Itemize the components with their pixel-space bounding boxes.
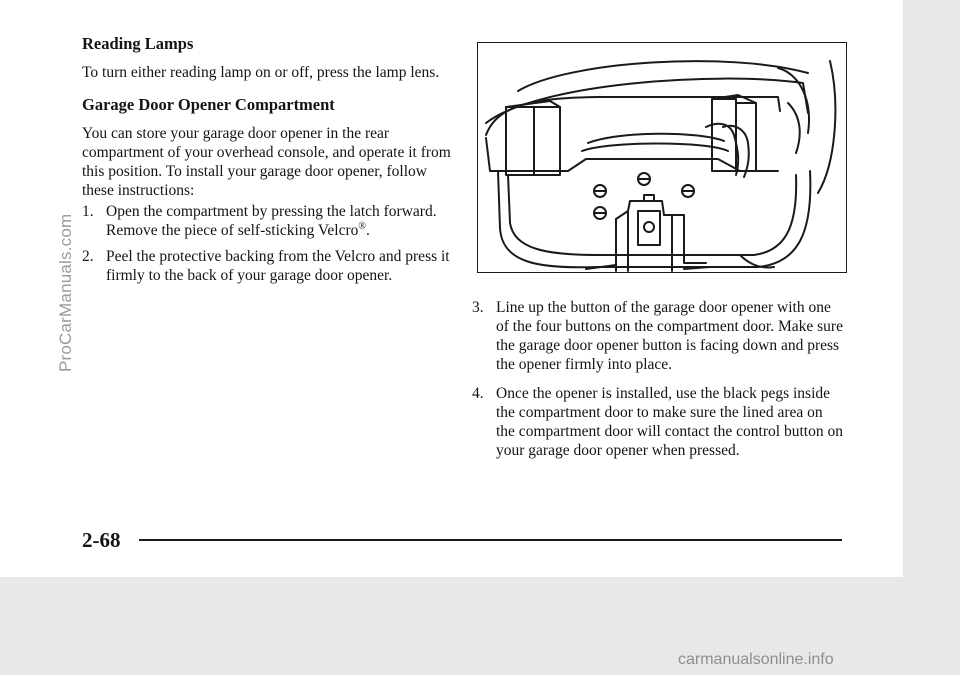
registered-mark: ®	[358, 220, 366, 232]
overhead-console-illustration	[477, 42, 847, 273]
instruction-step	[82, 247, 454, 285]
instruction-step	[472, 384, 844, 460]
right-column	[472, 296, 844, 470]
footer-rule	[139, 539, 842, 541]
step-number: 4.	[472, 385, 484, 402]
step-text: Open the compartment by pressing the latch forward. Remove the piece of self-sticking Velcro®.	[106, 203, 437, 239]
page-number: 2-68	[82, 528, 121, 552]
step-text: Line up the button of the garage door opener with one of the four buttons on the compartment door. Make sure the garage door opener button is facing down and press the opener firmly into place.	[496, 299, 843, 373]
console-drawing	[478, 43, 847, 273]
step-number: 2.	[82, 248, 94, 265]
step-text: Peel the protective backing from the Velcro and press it firmly to the back of your garage door opener.	[106, 248, 450, 284]
footer-watermark: carmanualsonline.info	[678, 651, 834, 668]
reading-lamps-heading: Reading Lamps	[82, 34, 194, 53]
reading-lamps-text: To turn either reading lamp on or off, press the lamp lens.	[82, 64, 440, 81]
instruction-step	[472, 298, 844, 374]
instruction-list-right	[472, 298, 844, 460]
step-number: 1.	[82, 203, 94, 220]
garage-door-intro: You can store your garage door opener in the rear compartment of your overhead console, and operate it from this position. To install your garage door opener, follow these instructions:	[82, 125, 451, 199]
step-number: 3.	[472, 299, 484, 316]
left-column	[82, 34, 454, 292]
site-watermark: ProCarManuals.com	[56, 213, 75, 372]
garage-door-heading: Garage Door Opener Compartment	[82, 95, 335, 114]
instruction-step	[82, 202, 454, 240]
instruction-list-left	[82, 202, 454, 285]
step-text: Once the opener is installed, use the black pegs inside the compartment door to make sure the lined area on the compartment door will contact the control button on your garage door opener when pressed.	[496, 385, 843, 459]
